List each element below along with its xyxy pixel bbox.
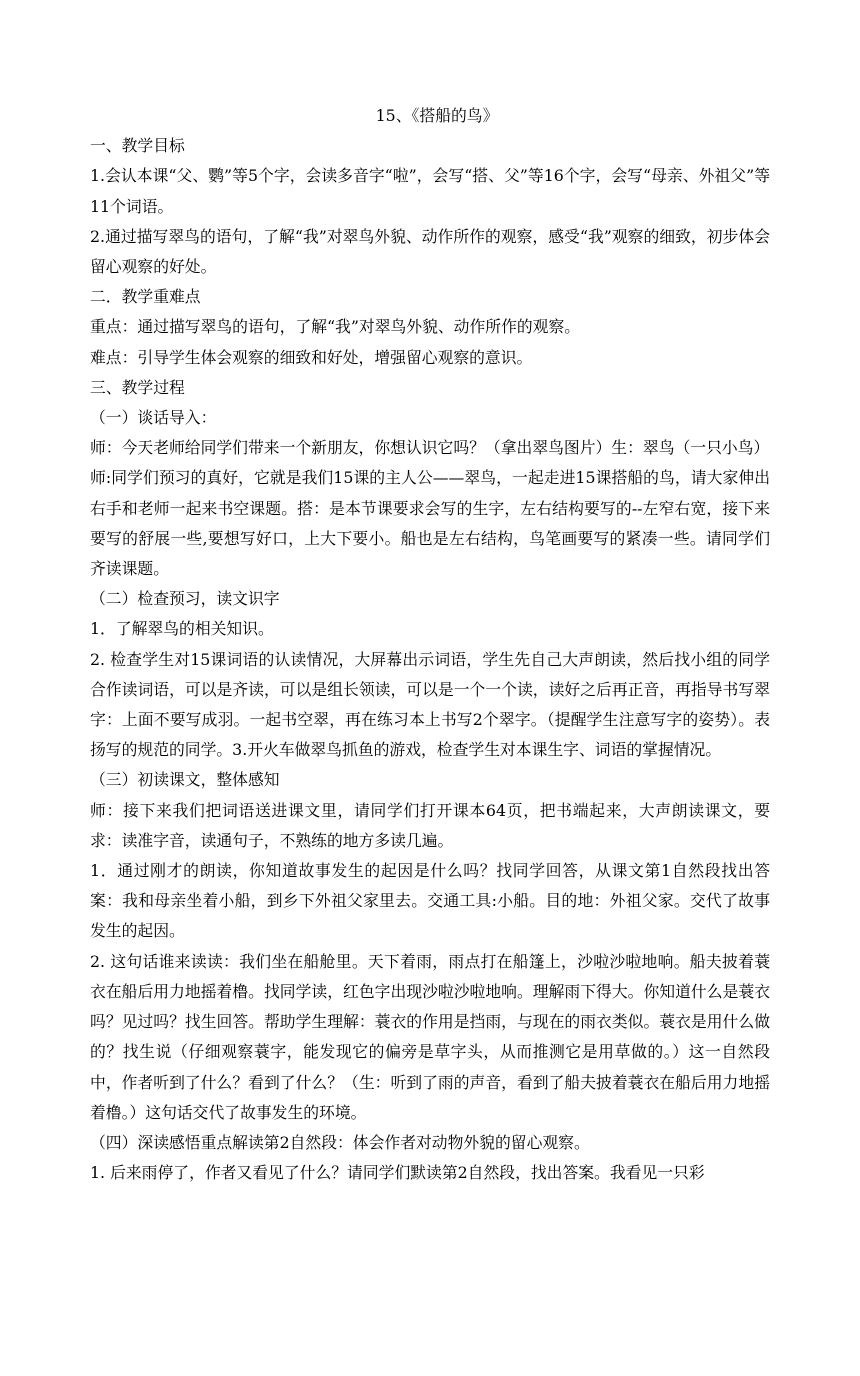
page-title: 15、《搭船的鸟》 <box>375 106 499 125</box>
paragraph: 师:同学们预习的真好，它就是我们15课的主人公——翠鸟，一起走进15课搭船的鸟，请大家伸出右手和老师一起来书空课题。搭：是本节课要求会写的生字，左右结构要写的--左窄右宽，接下来要写的舒展一些,要想写好口，上大下要小。船也是左右结构，鸟笔画要写的紧凑一些。请同学们齐读课题。 <box>90 468 770 579</box>
heading-teaching-process: 三、教学过程 <box>90 377 185 397</box>
paragraph: 师：接下来我们把词语送进课文里，请同学们打开课本64页，把书端起来，大声朗读课文，要求：读准字音，读通句子，不熟练的地方多读几遍。 <box>90 800 770 850</box>
paragraph: 2. 这句话谁来读读：我们坐在船舱里。天下着雨，雨点打在船篷上，沙啦沙啦地响。船夫披着蓑衣在船后用力地摇着橹。找同学读，红色字出现沙啦沙啦地响。理解雨下得大。你知道什么是蓑衣吗？见过吗？找生回答。帮助学生理解：蓑衣的作用是挡雨，与现在的雨衣类似。蓑衣是用什么做的？找生说（仔细观察蓑字，能发现它的偏旁是草字头，从而推测它是用草做的。）这一自然段中，作者听到了什么？看到了什么？（生：听到了雨的声音，看到了船夫披着蓑衣在船后用力地摇着橹。）这句话交代了故事发生的环境。 <box>90 951 770 1122</box>
heading-teaching-goals: 一、教学目标 <box>90 136 185 156</box>
paragraph: 重点：通过描写翠鸟的语句，了解“我”对翠鸟外貌、动作所作的观察。 <box>90 317 581 337</box>
subheading: （四）深读感悟重点解读第2自然段：体会作者对动物外貌的留心观察。 <box>90 1132 590 1152</box>
subheading: （二）检查预习，读文识字 <box>90 589 280 609</box>
paragraph: 1. 后来雨停了，作者又看见了什么？请同学们默读第2自然段，找出答案。我看见一只彩 <box>90 1163 705 1183</box>
paragraph: 1.会认本课“父、鹦”等5个字，会读多音字“啦”，会写“搭、父”等16个字，会写“母亲、外祖父”等11个词语。 <box>90 166 770 216</box>
paragraph: 难点：引导学生体会观察的细致和好处，增强留心观察的意识。 <box>90 347 533 367</box>
paragraph: 1．了解翠鸟的相关知识。 <box>90 619 274 639</box>
heading-key-difficulties: 二．教学重难点 <box>90 287 201 307</box>
paragraph: 师：今天老师给同学们带来一个新朋友，你想认识它吗？（拿出翠鸟图片）生：翠鸟（一只小鸟） <box>90 438 770 458</box>
paragraph: 1．通过刚才的朗读，你知道故事发生的起因是什么吗？找同学回答，从课文第1自然段找出答案：我和母亲坐着小船，到乡下外祖父家里去。交通工具:小船。目的地：外祖父家。交代了故事发生的起因。 <box>90 861 770 941</box>
subheading: （三）初读课文，整体感知 <box>90 770 280 790</box>
paragraph: 2.通过描写翠鸟的语句，了解“我”对翠鸟外貌、动作所作的观察，感受“我”观察的细致，初步体会留心观察的好处。 <box>90 226 770 277</box>
paragraph: 2. 检查学生对15课词语的认读情况，大屏幕出示词语，学生先自己大声朗读，然后找小组的同学合作读词语，可以是齐读，可以是组长领读，可以是一个一个读，读好之后再正音，再指导书写翠字：上面不要写成羽。一起书空翠，再在练习本上书写2个翠字。（提醒学生注意写字的姿势）。表扬写的规范的同学。3.开火车做翠鸟抓鱼的游戏，检查学生对本课生字、词语的掌握情况。 <box>90 649 770 760</box>
document-page <box>90 101 770 1188</box>
subheading: （一）谈话导入： <box>90 408 217 428</box>
